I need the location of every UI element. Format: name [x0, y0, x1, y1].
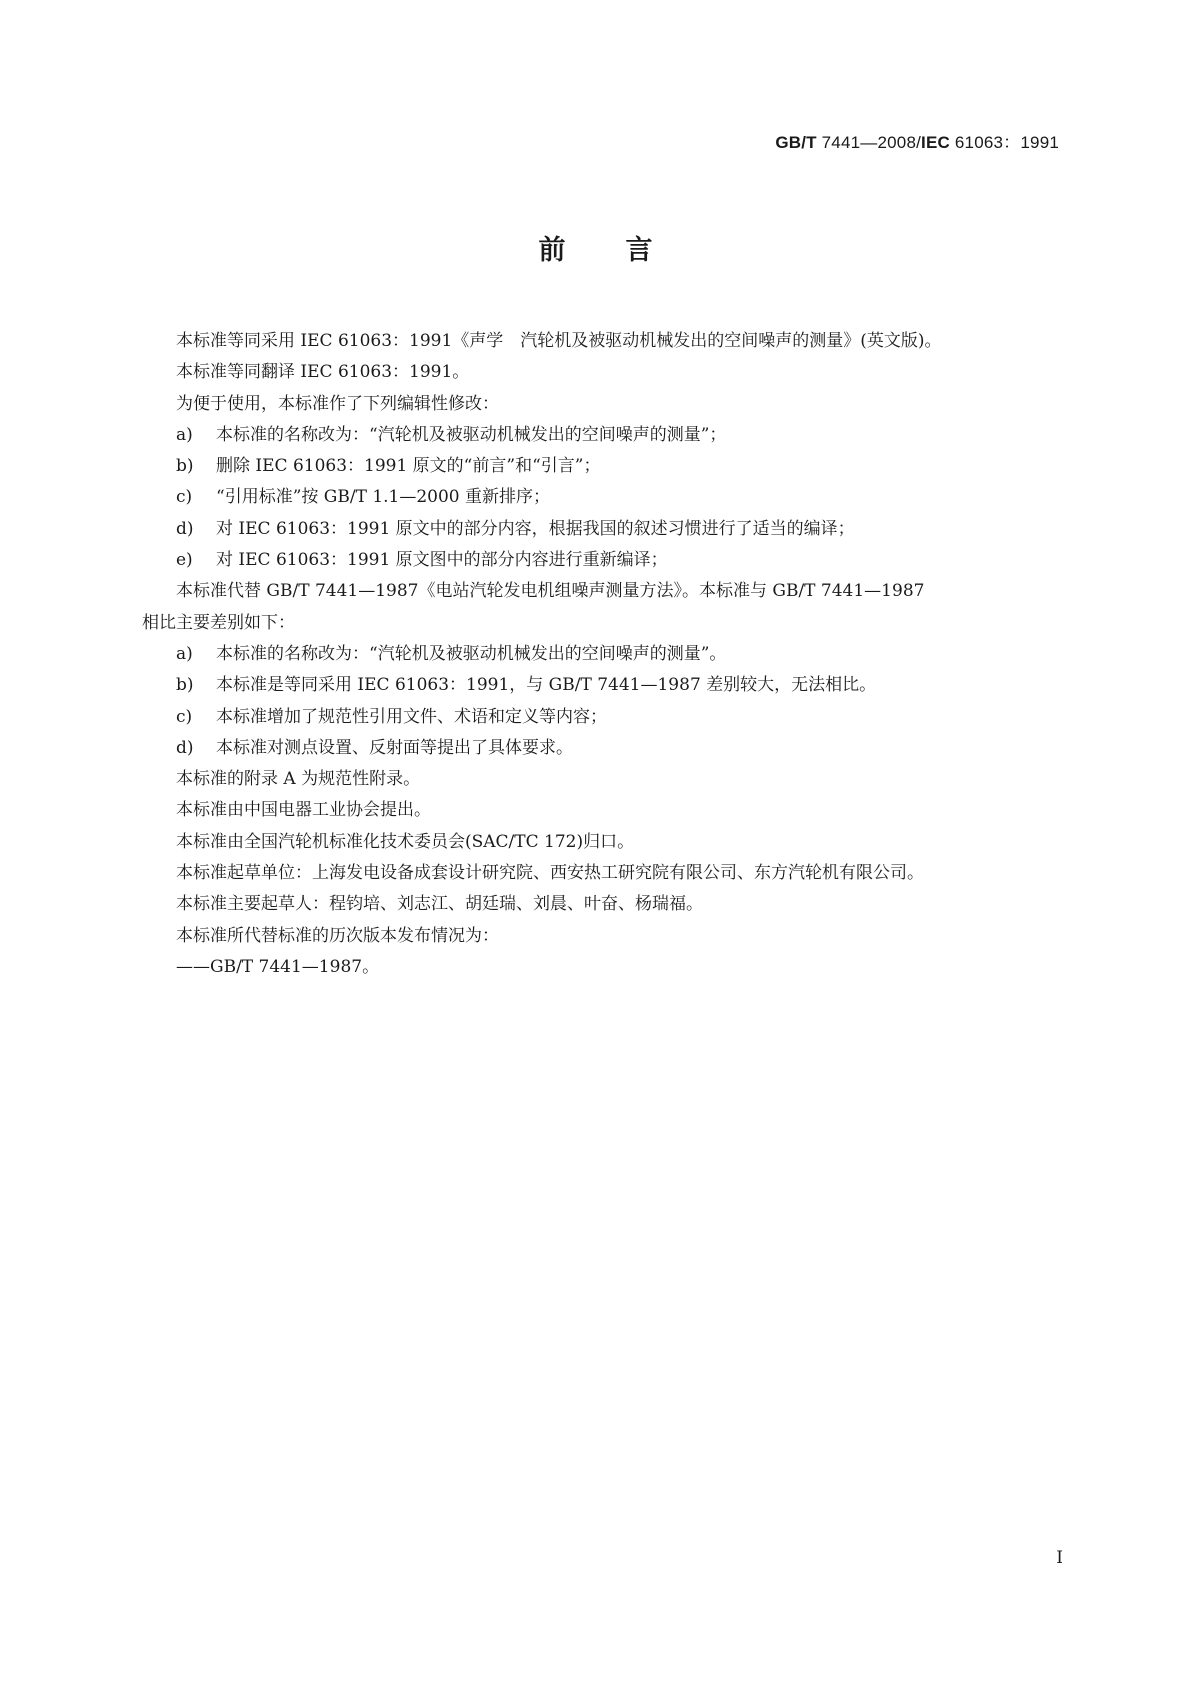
- list-item: [176, 545, 1066, 576]
- list-marker: c): [176, 706, 193, 727]
- list-item: [176, 514, 1066, 545]
- paragraph-history-item: ——GB/T 7441—1987。: [176, 956, 380, 977]
- code-iec: IEC: [921, 133, 950, 152]
- list-item-text: 本标准增加了规范性引用文件、术语和定义等内容；: [216, 706, 607, 727]
- list-item-text: 本标准的名称改为：“汽轮机及被驱动机械发出的空间噪声的测量”；: [216, 424, 727, 445]
- paragraph-drafters: 本标准主要起草人：程钧培、刘志江、胡廷瑞、刘晨、叶奋、杨瑞福。: [176, 894, 703, 915]
- paragraph-editorial-intro: 为便于使用，本标准作了下列编辑性修改：: [176, 393, 499, 414]
- list-marker: e): [176, 550, 193, 571]
- paragraph-drafting-units: 本标准起草单位：上海发电设备成套设计研究院、西安热工研究院有限公司、东方汽轮机有限公司。: [176, 863, 924, 884]
- code-prefix: GB/T: [775, 133, 817, 152]
- paragraph-replacement-continued: 相比主要差别如下：: [142, 612, 295, 633]
- list-item: [176, 639, 1066, 670]
- list-item: [176, 733, 1066, 764]
- list-item-text: 对 IEC 61063：1991 原文图中的部分内容进行重新编译；: [216, 550, 668, 571]
- paragraph-committee: 本标准由全国汽轮机标准化技术委员会(SAC/TC 172)归口。: [176, 831, 635, 852]
- list-item-text: 本标准是等同采用 IEC 61063：1991，与 GB/T 7441—1987 差别较大，无法相比。: [216, 675, 877, 696]
- paragraph-replacement: 本标准代替 GB/T 7441—1987《电站汽轮发电机组噪声测量方法》。本标准与 GB/T 7441—1987: [176, 581, 925, 602]
- paragraph-proposer: 本标准由中国电器工业协会提出。: [176, 800, 431, 821]
- list-marker: c): [176, 487, 193, 508]
- page-number: Ⅰ: [1056, 1548, 1063, 1568]
- paragraph-history-intro: 本标准所代替标准的历次版本发布情况为：: [176, 925, 499, 946]
- list-marker: d): [176, 737, 194, 758]
- paragraph-translation: 本标准等同翻译 IEC 61063：1991。: [176, 362, 470, 383]
- list-item-text: 本标准对测点设置、反射面等提出了具体要求。: [216, 737, 573, 758]
- list-item: [176, 670, 1066, 701]
- code-iec-number: 61063：1991: [949, 133, 1059, 152]
- foreword-body: [142, 326, 1066, 983]
- page-title: 前言: [538, 235, 713, 266]
- code-number: 7441—2008/: [816, 133, 922, 152]
- list-marker: a): [176, 643, 193, 664]
- list-item-text: 对 IEC 61063：1991 原文中的部分内容，根据我国的叙述习惯进行了适当的编译；: [216, 518, 855, 539]
- list-marker: d): [176, 518, 194, 539]
- list-marker: a): [176, 424, 193, 445]
- paragraph-adoption: 本标准等同采用 IEC 61063：1991《声学 汽轮机及被驱动机械发出的空间噪声的测量》(英文版)。: [176, 331, 942, 351]
- list-marker: b): [176, 675, 194, 696]
- list-item-text: 本标准的名称改为：“汽轮机及被驱动机械发出的空间噪声的测量”。: [216, 643, 727, 664]
- list-item-text: “引用标准”按 GB/T 1.1—2000 重新排序；: [216, 487, 551, 508]
- list-item-text: 删除 IEC 61063：1991 原文的“前言”和“引言”；: [216, 456, 601, 477]
- list-item: [176, 482, 1066, 513]
- list-item: [176, 420, 1066, 451]
- list-marker: b): [176, 456, 194, 477]
- list-item: [176, 451, 1066, 482]
- list-item: [176, 702, 1066, 733]
- standard-code-header: [775, 128, 1059, 153]
- paragraph-annex: 本标准的附录 A 为规范性附录。: [176, 769, 421, 790]
